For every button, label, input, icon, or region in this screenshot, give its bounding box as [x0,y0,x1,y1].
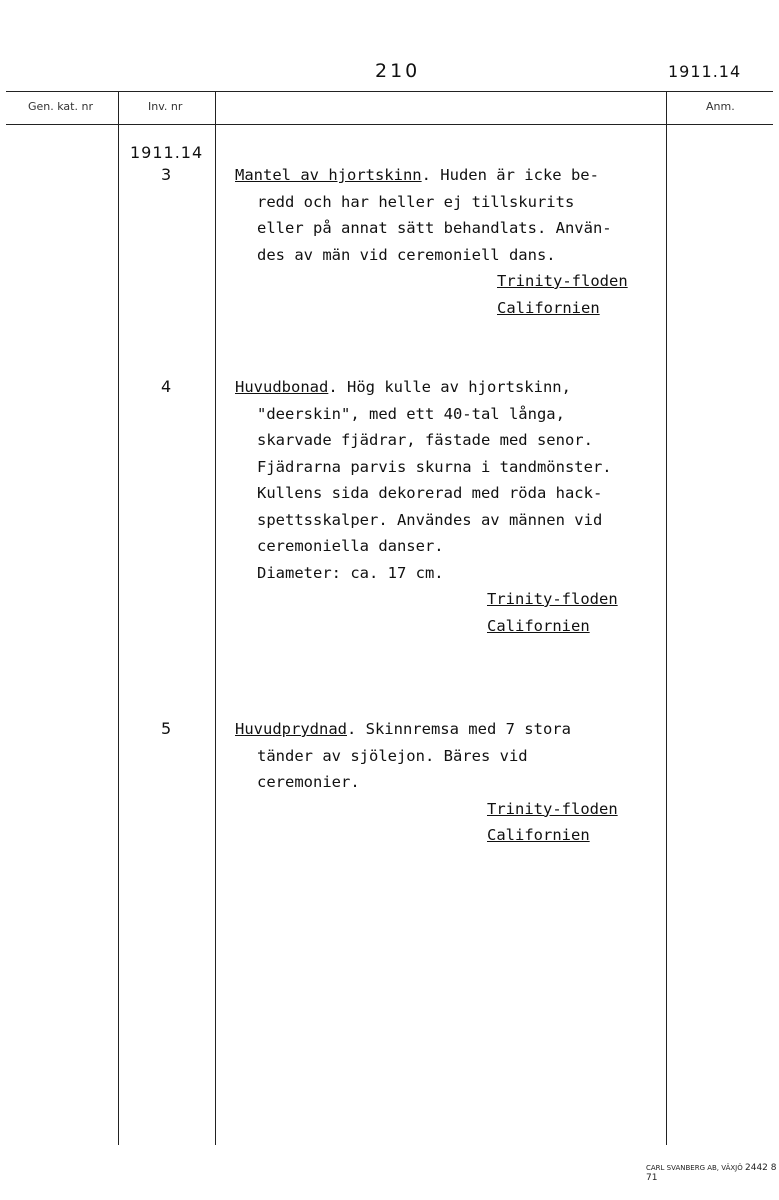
column-label-gen-kat-nr: Gen. kat. nr [28,100,93,113]
entry-first-line [235,162,660,189]
entry-line: tänder av sjölejon. Bäres vid [257,746,528,765]
entry-line: des av män vid ceremoniell dans. [257,245,556,264]
printer-name: CARL SVANBERG AB, VÄXJÖ [646,1164,743,1172]
entry-place [235,268,660,321]
entry-first-line-text: . Hög kulle av hjortskinn, [328,378,571,396]
entry-line: redd och har heller ej tillskurits [257,192,575,211]
entry-line: ceremoniella danser. [257,537,444,555]
entry-line: eller på annat sätt behandlats. Använ- [257,219,612,237]
inventory-date: 1911.14 [130,143,204,162]
entry-title: Mantel av hjortskinn [235,166,422,184]
entry-place [235,586,660,639]
printer-imprint [646,1163,779,1183]
place-region: Californien [487,826,590,844]
entry-line: spettsskalper. Användes av männen vid [257,510,603,529]
place-river: Trinity-floden [487,590,618,608]
inv-number: 3 [161,165,172,184]
place-region: Californien [497,298,600,317]
entry-first-line [235,374,660,401]
header-date: 1911.14 [668,62,742,81]
entry-first-line [235,716,660,743]
entry-line: Kullens sida dekorerad med röda hack- [257,484,603,502]
catalog-entry [235,716,660,849]
inv-number: 5 [161,719,172,738]
entry-line: Fjädrarna parvis skurna i tandmönster. [257,457,612,476]
column-label-inv-nr: Inv. nr [148,100,183,113]
place-region: Californien [487,616,590,635]
header-top-rule [6,91,773,92]
place-river: Trinity-floden [487,799,618,818]
entry-first-line-text: . Huden är icke be- [421,166,599,184]
entry-title: Huvudprydnad [235,720,347,738]
entry-title: Huvudbonad [235,378,329,396]
entry-line: skarvade fjädrar, fästade med senor. [257,431,593,449]
column-divider-inv-text [215,91,216,1145]
column-label-anm: Anm. [706,100,735,113]
page-number: 210 [375,60,421,82]
entry-line: Diameter: ca. 17 cm. [257,563,444,582]
entry-place [235,796,660,849]
column-divider-gen-inv [118,91,119,1145]
form-code: 2442 8 71 [646,1163,777,1183]
entry-line: "deerskin", med ett 40-tal långa, [257,404,565,423]
catalog-entry [235,162,660,321]
inv-number: 4 [161,377,172,396]
place-river: Trinity-floden [497,272,628,290]
header-bottom-rule [6,124,773,125]
entry-line: ceremonier. [257,773,360,791]
catalog-entry [235,374,660,639]
entry-first-line-text: . Skinnremsa med 7 stora [346,720,571,738]
column-divider-text-anm [666,91,667,1145]
